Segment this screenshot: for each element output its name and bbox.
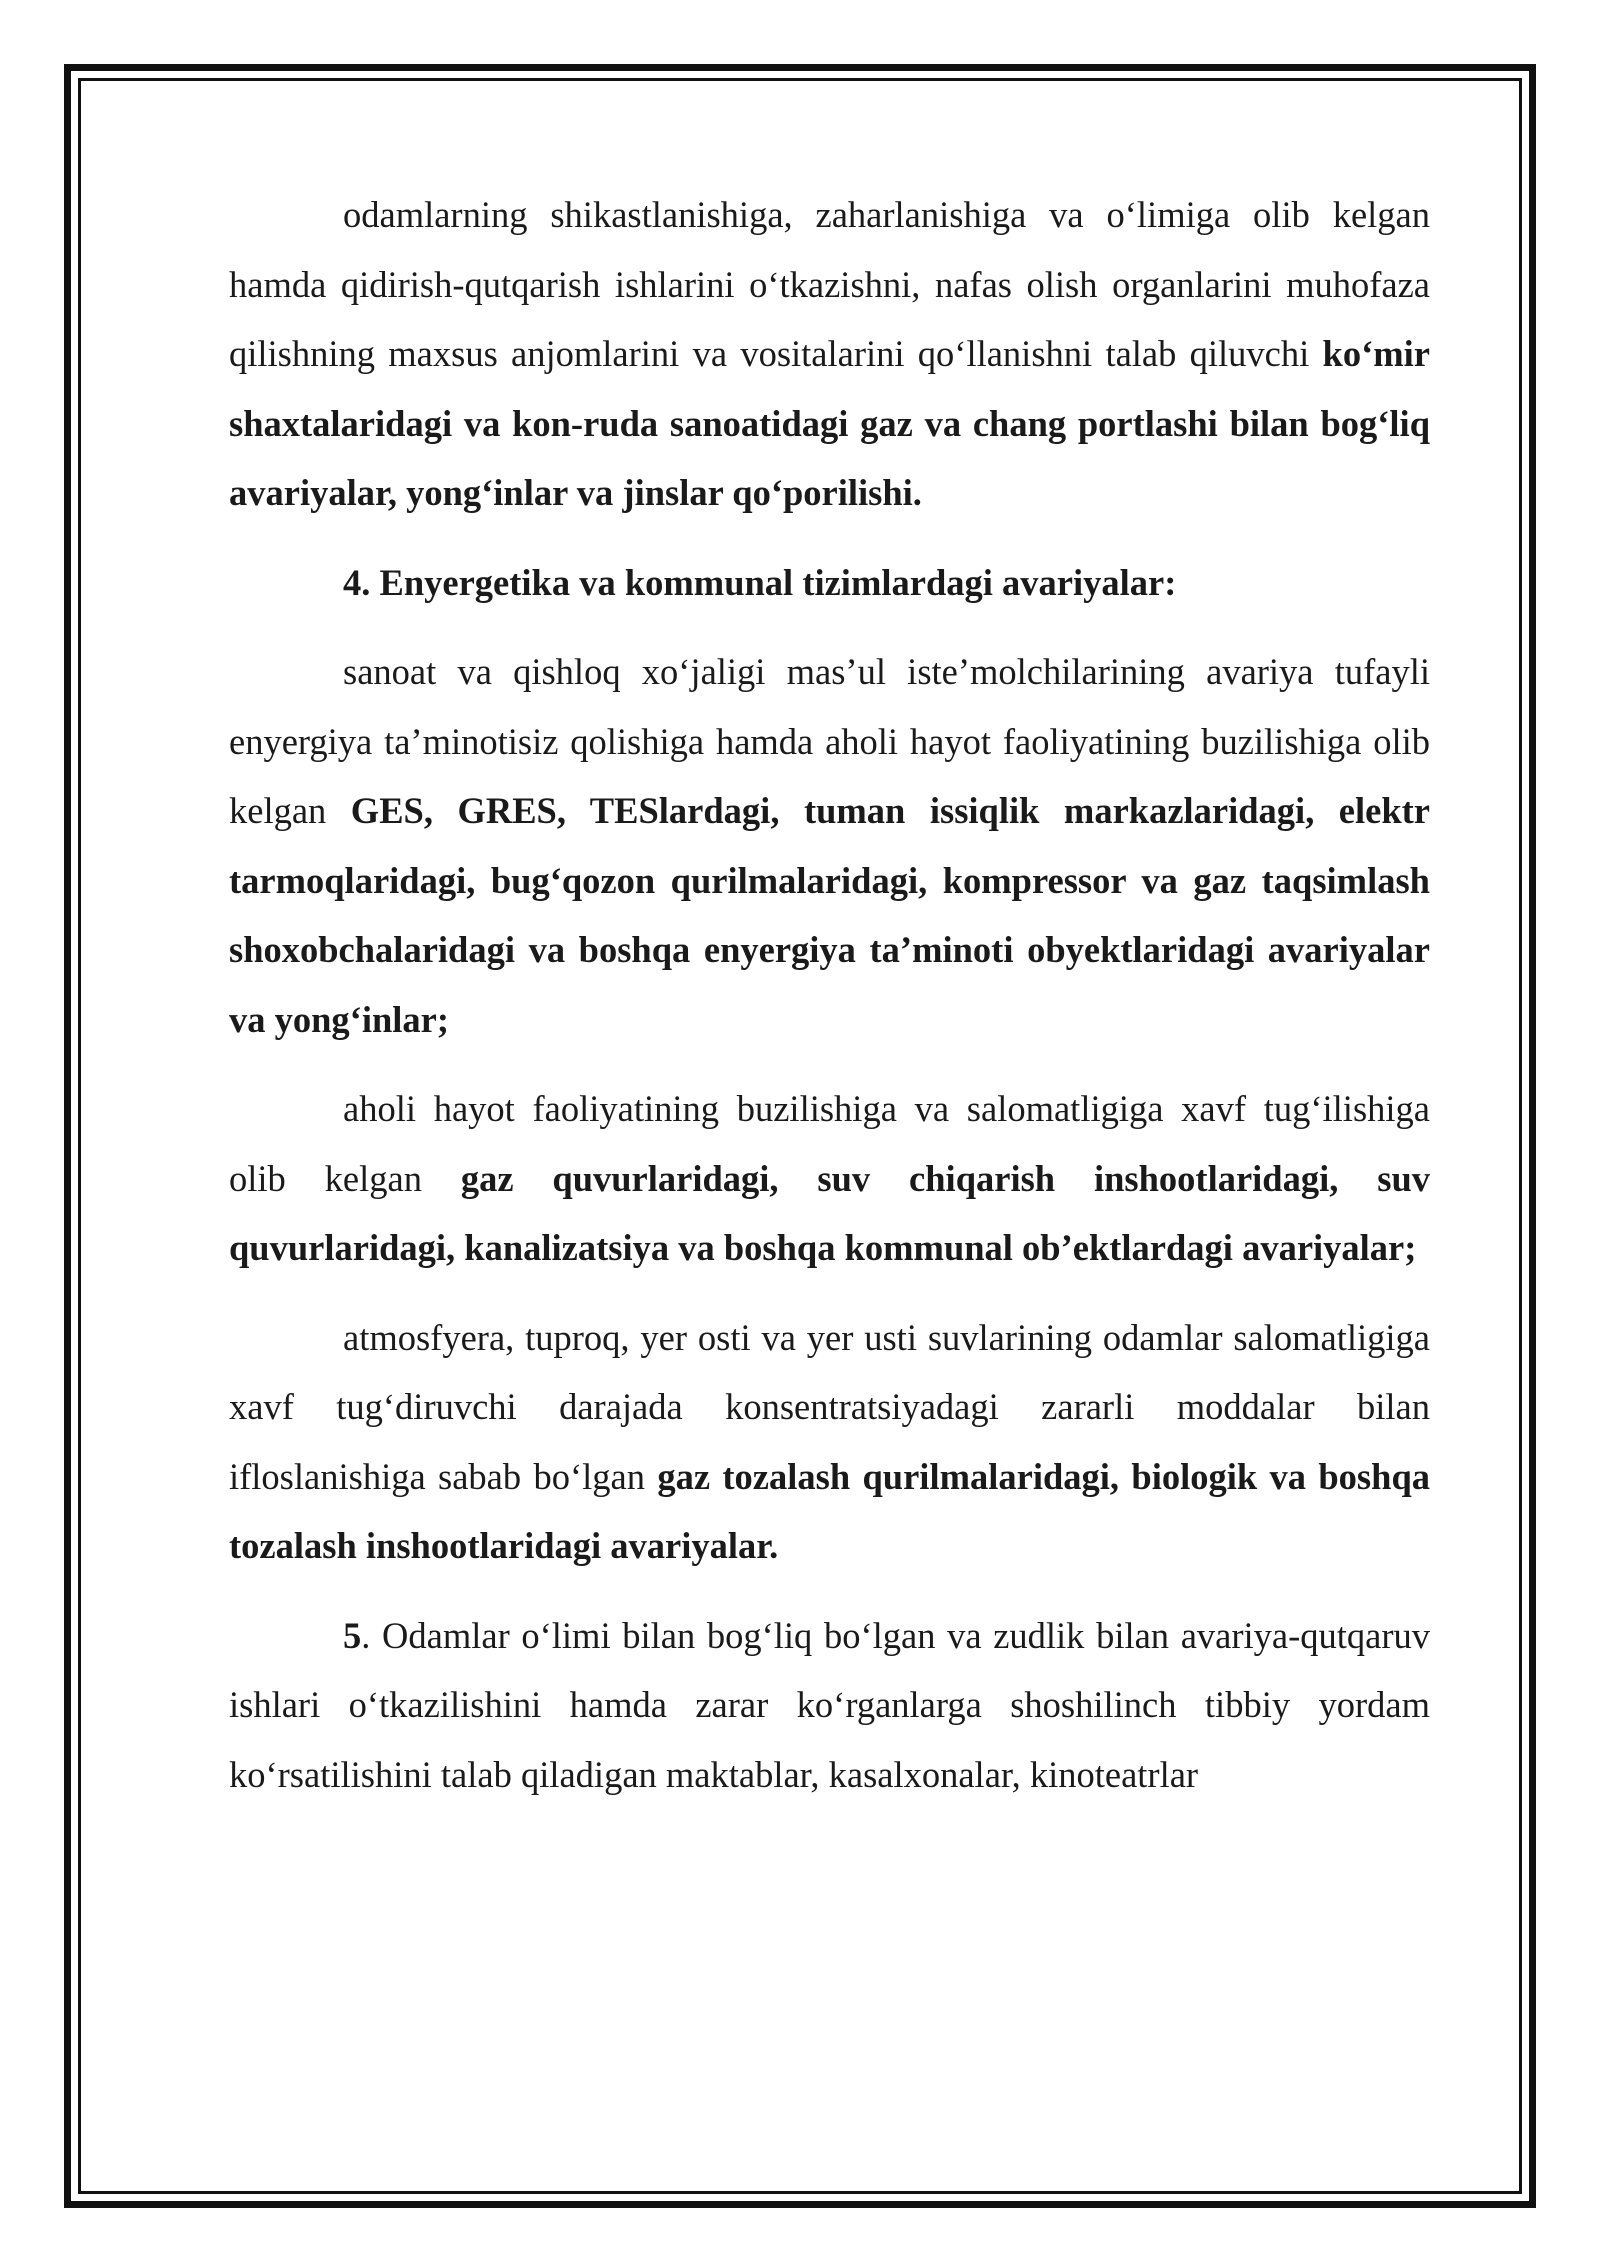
paragraph-bold-text: gaz tozalash qurilmalaridagi, biologik va boshqa tozalash inshootlaridagi avariyalar. [229,1455,1430,1566]
paragraph-text: sanoat va qishloq xo‘jaligi mas’ul iste’molchilarining avariya tufayli enyergiya ta’minotisiz qolishiga hamda aholi hayot faoliyatining buzilishiga olib kelgan [229,651,1430,831]
paragraph-text: atmosfyera, tuproq, yer osti va yer usti suvlarining odamlar salomatligiga xavf tug‘diruvchi darajada konsentratsiyadagi zararli moddalar bilan ifloslanishiga sabab bo‘lgan [229,1316,1430,1497]
paragraph-section-5 [229,1601,1430,1810]
paragraph-pollution [229,1303,1430,1581]
section-number: 5 [343,1614,362,1656]
document-body [229,180,1430,1829]
paragraph-bold-text: ko‘mir shaxtalaridagi va kon-ruda sanoatidagi gaz va chang portlashi bilan bog‘liq avariyalar, yong‘inlar va jinslar qo‘porilishi. [229,333,1430,513]
paragraph-bold-text: gaz quvurlaridagi, suv chiqarish inshootlaridagi, suv quvurlaridagi, kanalizatsiya va boshqa kommunal ob’ektlardagi avariyalar; [229,1157,1430,1268]
paragraph-text: odamlarning shikastlanishiga, zaharlanishiga va o‘limiga olib kelgan hamda qidirish-qutqarish ishlarini o‘tkazishni, nafas olish organlarini muhofaza qilishning maxsus anjomlarini va vositalarini qo‘llanishni talab qiluvchi [229,194,1430,374]
paragraph-bold-text: GES, GRES, TESlardagi, tuman issiqlik markazlaridagi, elektr tarmoqlaridagi, bug‘qozon qurilmalaridagi, kompressor va gaz taqsimlash shoxobchalaridagi va boshqa enyergiya ta’minoti obyektlaridagi avariyalar va yong‘inlar; [229,790,1431,1040]
paragraph-communal [229,1074,1430,1283]
paragraph-energy-supply [229,637,1430,1054]
paragraph-text: aholi hayot faoliyatining buzilishiga va salomatligiga xavf tug‘ilishiga olib kelgan [229,1088,1430,1199]
paragraph-mine-accidents [229,180,1430,528]
paragraph-text: . Odamlar o‘limi bilan bog‘liq bo‘lgan va zudlik bilan avariya-qutqaruv ishlari o‘tkazilishini hamda zarar ko‘rganlarga shoshilinch tibbiy yordam ko‘rsatilishini talab qiladigan maktablar, kasalxonalar, kinoteatrlar [229,1614,1430,1795]
section-heading-text: 4. Enyergetika va kommunal tizimlardagi avariyalar: [343,561,1177,603]
section-heading-energy [229,548,1430,618]
